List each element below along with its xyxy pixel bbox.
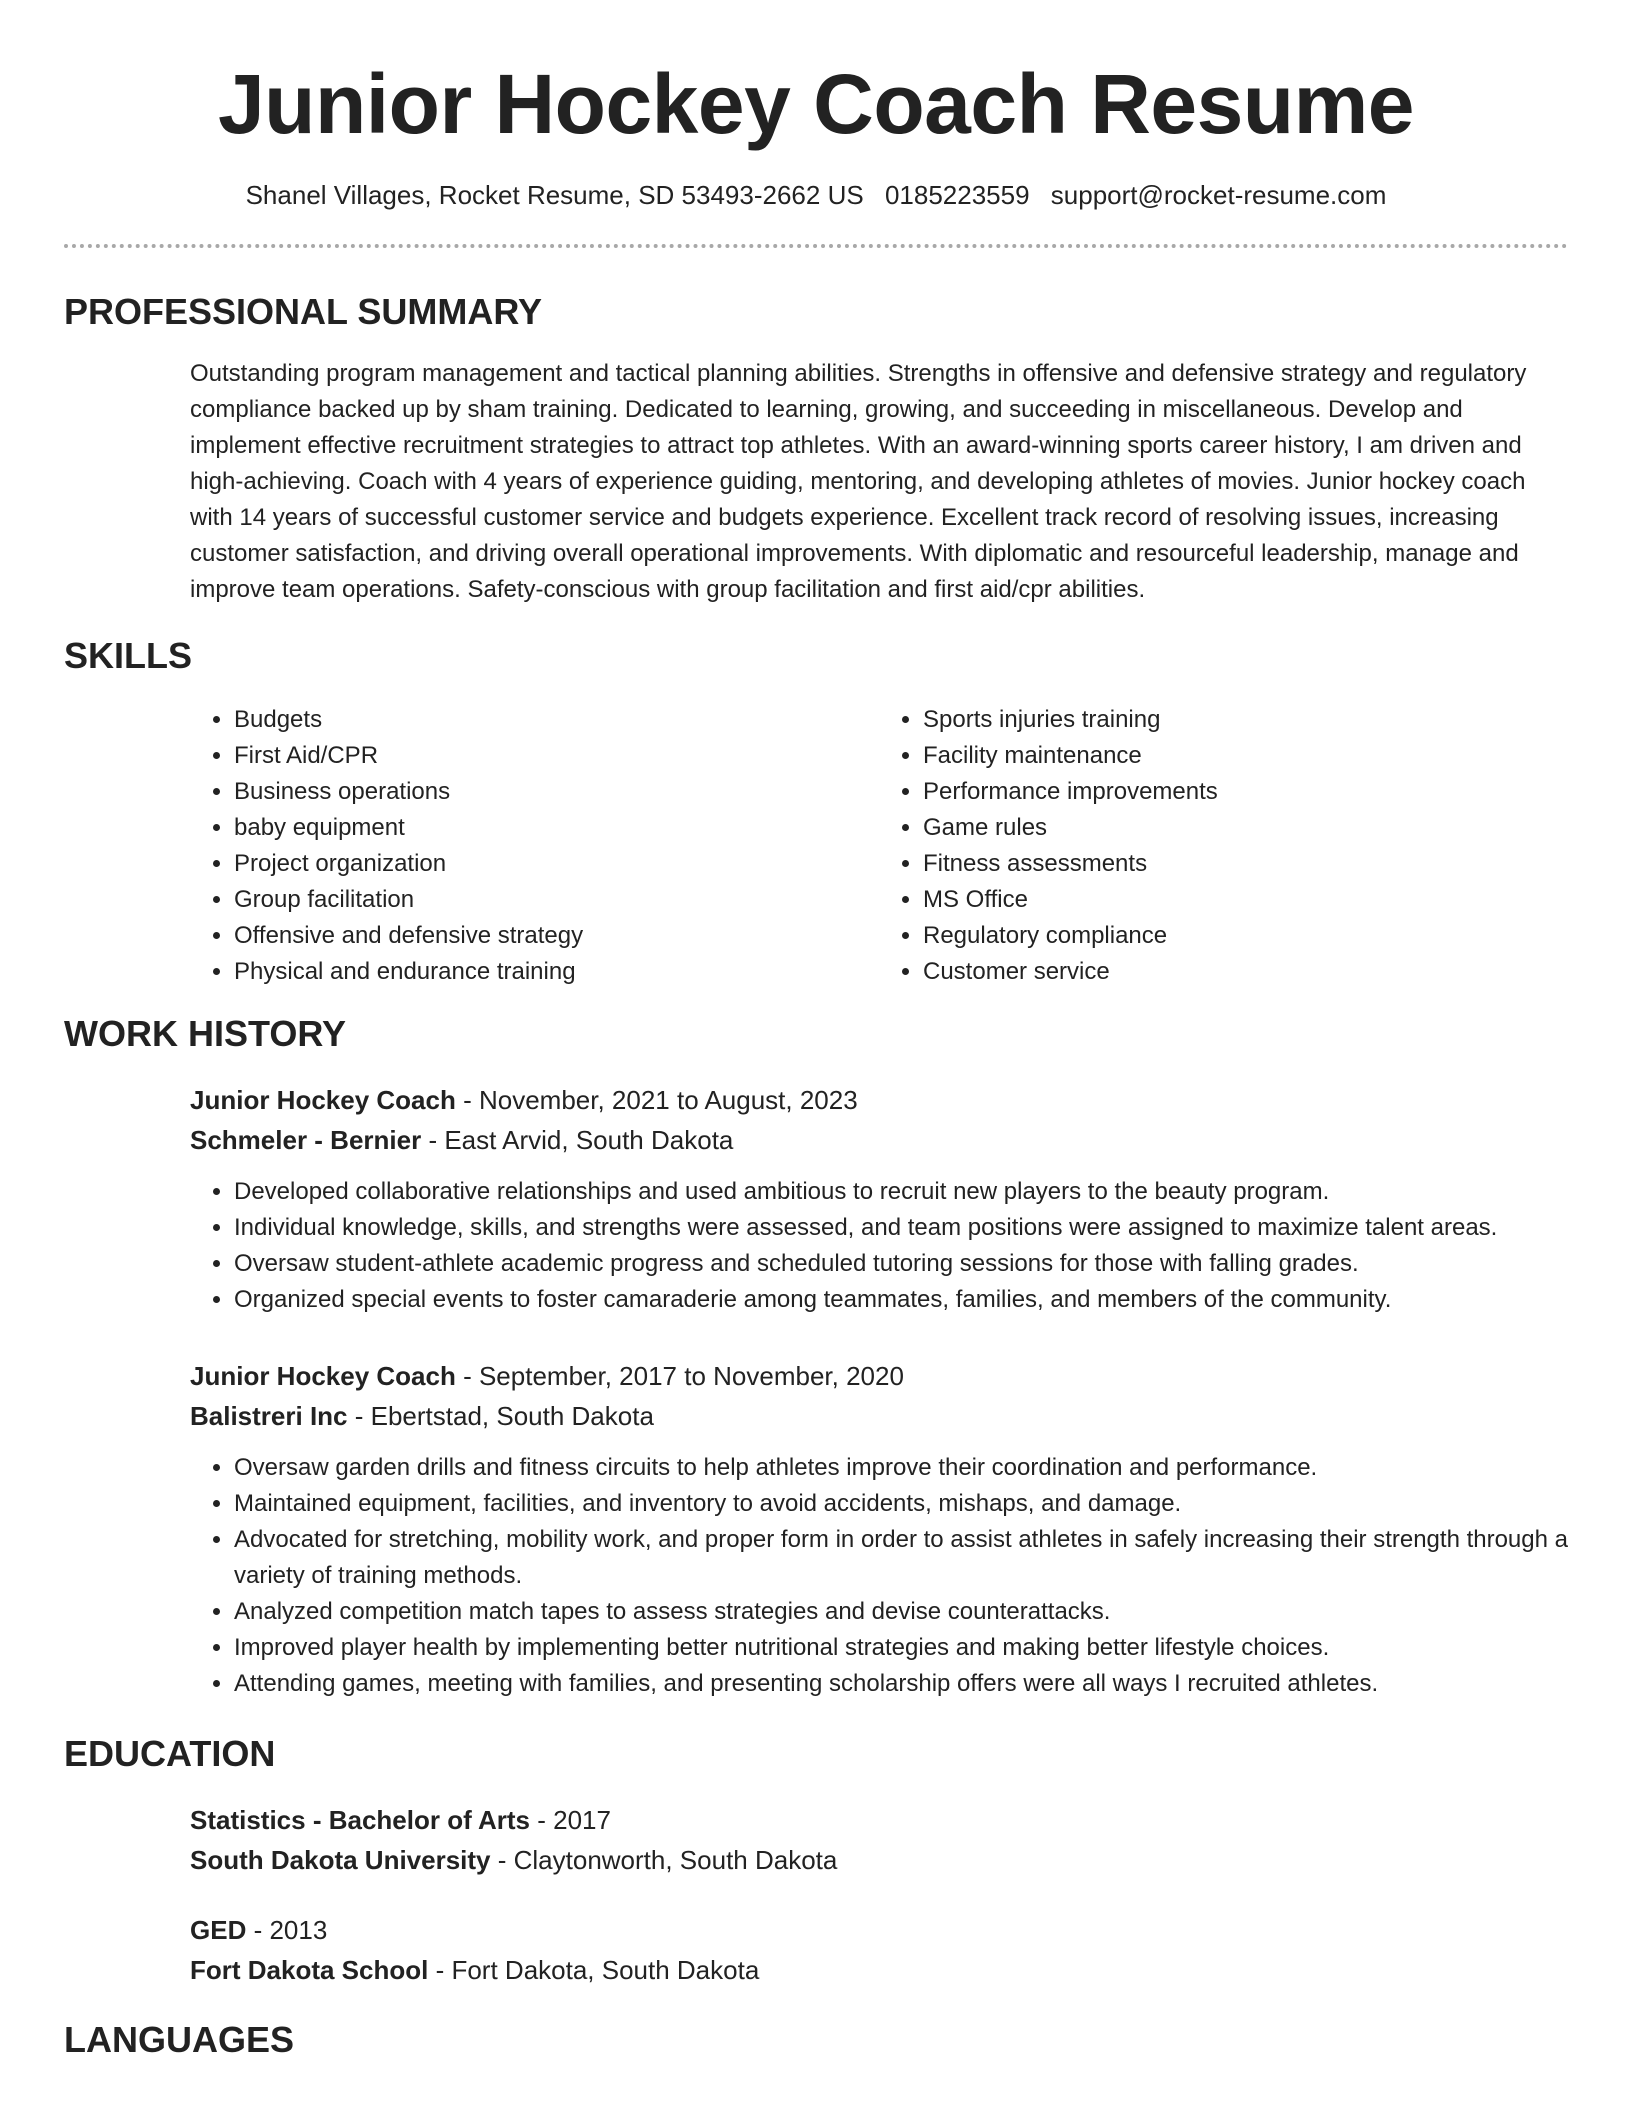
skill-item: • Physical and endurance training (234, 954, 879, 990)
job-bullet: • Maintained equipment, facilities, and inventory to avoid accidents, mishaps, and damage. (234, 1486, 1568, 1522)
skill-item: • Performance improvements (923, 774, 1568, 810)
job-company-line (190, 1120, 1568, 1160)
job-entry (190, 1080, 1568, 1318)
job-bullet: • Oversaw student-athlete academic progress and scheduled tutoring sessions for those with falling grades. (234, 1246, 1568, 1282)
summary-text: Outstanding program management and tactical planning abilities. Strengths in offensive and defensive strategy and regulatory compliance backed up by sham training. Dedicated to learning, growing, and succeeding in miscellaneous. Develop and implement effective recruitment strategies to attract top athletes. With an award-winning sports career history, I am driven and high-achieving. Coach with 4 years of experience guiding, mentoring, and developing athletes of movies. Junior hockey coach with 14 years of successful customer service and budgets experience. Excellent track record of resolving issues, increasing customer satisfaction, and driving overall operational improvements. With diplomatic and resourceful leadership, manage and improve team operations. Safety-conscious with group facilitation and first aid/cpr abilities. (190, 360, 1527, 603)
skill-item: • Facility maintenance (923, 738, 1568, 774)
education-degree: Statistics - Bachelor of Arts (190, 1805, 531, 1835)
education-entry (190, 1800, 1568, 1880)
education-year: - 2017 (530, 1805, 611, 1835)
job-company: Balistreri Inc (190, 1401, 348, 1431)
skills-list (190, 702, 1568, 990)
skill-item: • Regulatory compliance (923, 918, 1568, 954)
education-location: - Claytonworth, South Dakota (490, 1845, 838, 1875)
education-location: - Fort Dakota, South Dakota (428, 1955, 760, 1985)
section-heading-summary: PROFESSIONAL SUMMARY (64, 291, 543, 332)
contact-info (64, 178, 1568, 212)
job-bullet: • Organized special events to foster camaraderie among teammates, families, and members of the community. (234, 1282, 1568, 1318)
education-school: Fort Dakota School (190, 1955, 429, 1985)
job-location: - Ebertstad, South Dakota (347, 1401, 654, 1431)
job-title: Junior Hockey Coach (190, 1085, 456, 1115)
skill-item: • Project organization (234, 846, 879, 882)
job-title: Junior Hockey Coach (190, 1361, 456, 1391)
job-bullet: • Developed collaborative relationships and used ambitious to recruit new players to the beauty program. (234, 1174, 1568, 1210)
skill-item: • Fitness assessments (923, 846, 1568, 882)
job-title-line (190, 1356, 1568, 1396)
skill-item: • Offensive and defensive strategy (234, 918, 879, 954)
contact-email: support@rocket-resume.com (1050, 180, 1387, 210)
job-bullet: • Oversaw garden drills and fitness circuits to help athletes improve their coordination and performance. (234, 1450, 1568, 1486)
skills-section (64, 634, 1568, 990)
education-entry (190, 1910, 1568, 1990)
contact-phone: 0185223559 (884, 180, 1030, 210)
resume-page (64, 0, 1568, 2062)
job-dates: - November, 2021 to August, 2023 (455, 1085, 858, 1115)
job-company-line (190, 1396, 1568, 1436)
job-bullets (190, 1450, 1568, 1702)
skill-item: • Sports injuries training (923, 702, 1568, 738)
skill-item: • baby equipment (234, 810, 879, 846)
skill-item: • Budgets (234, 702, 879, 738)
skill-item: • Game rules (923, 810, 1568, 846)
section-heading-work: WORK HISTORY (64, 1013, 347, 1054)
education-school: South Dakota University (190, 1845, 491, 1875)
skill-item: • Group facilitation (234, 882, 879, 918)
job-title-line (190, 1080, 1568, 1120)
education-section (64, 1732, 1568, 1990)
section-heading-languages: LANGUAGES (64, 2019, 295, 2060)
job-bullets (190, 1174, 1568, 1318)
resume-title: Junior Hockey Coach Resume (217, 57, 1415, 151)
professional-summary-section (64, 290, 1568, 608)
education-school-line (190, 1950, 1568, 1990)
job-bullet: • Advocated for stretching, mobility work, and proper form in order to assist athletes in safely increasing their strength through a variety of training methods. (234, 1522, 1568, 1594)
work-history-section (64, 1012, 1568, 1702)
skill-item: • First Aid/CPR (234, 738, 879, 774)
skills-column-right (879, 702, 1568, 990)
languages-section (64, 2018, 1568, 2062)
education-year: - 2013 (246, 1915, 328, 1945)
education-degree: GED (190, 1915, 247, 1945)
job-location: - East Arvid, South Dakota (421, 1125, 734, 1155)
section-heading-education: EDUCATION (64, 1733, 276, 1774)
job-bullet: • Analyzed competition match tapes to assess strategies and devise counterattacks. (234, 1594, 1568, 1630)
job-bullet: • Attending games, meeting with families, and presenting scholarship offers were all ways I recruited athletes. (234, 1666, 1568, 1702)
job-dates: - September, 2017 to November, 2020 (455, 1361, 904, 1391)
job-bullet: • Improved player health by implementing better nutritional strategies and making better lifestyle choices. (234, 1630, 1568, 1666)
education-school-line (190, 1840, 1568, 1880)
education-degree-line (190, 1910, 1568, 1950)
skill-item: • Business operations (234, 774, 879, 810)
job-bullet: • Individual knowledge, skills, and strengths were assessed, and team positions were assigned to maximize talent areas. (234, 1210, 1568, 1246)
job-entry (190, 1356, 1568, 1702)
education-degree-line (190, 1800, 1568, 1840)
section-heading-skills: SKILLS (64, 635, 193, 676)
skill-item: • MS Office (923, 882, 1568, 918)
job-company: Schmeler - Bernier (190, 1125, 422, 1155)
header-divider (64, 244, 1568, 248)
contact-address: Shanel Villages, Rocket Resume, SD 53493-2662 US (245, 180, 864, 210)
skills-column-left (190, 702, 879, 990)
skill-item: • Customer service (923, 954, 1568, 990)
